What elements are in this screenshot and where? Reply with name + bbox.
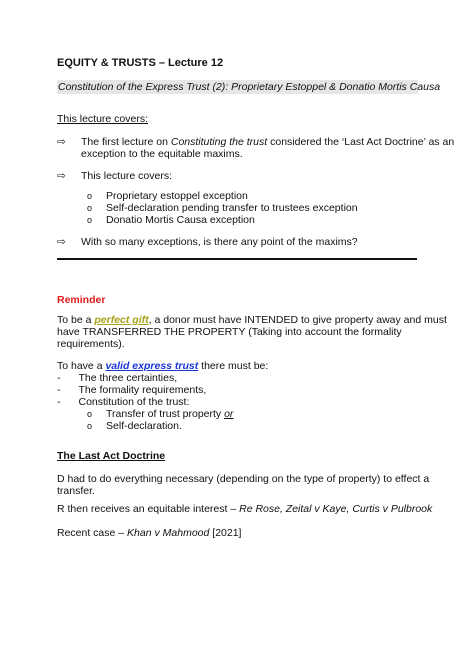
dash-icon: - — [57, 384, 61, 396]
gift-para-line-3: requirements). — [57, 338, 125, 350]
covers-heading: This lecture covers: — [57, 113, 149, 125]
requirement-1: - The three certainties, — [57, 372, 178, 384]
bullet-icon: o — [87, 215, 93, 225]
doc-title: EQUITY & TRUSTS – Lecture 12 — [57, 57, 224, 69]
section-divider — [57, 258, 417, 260]
lad-line-1: D had to do everything necessary (depending on the type of property) to effect a — [57, 473, 430, 485]
point-3: ⇨ With so many exceptions, is there any point of the maxims? — [57, 236, 358, 248]
requirement-3a: o Transfer of trust property or — [87, 408, 234, 420]
bullet-icon: o — [87, 191, 93, 201]
point-2: ⇨ This lecture covers: — [57, 170, 173, 182]
sub-item-2: o Self-declaration pending transfer to trustees exception — [87, 202, 358, 214]
perfect-gift-term: perfect gift — [94, 314, 149, 326]
requirement-3b: o Self-declaration. — [87, 420, 182, 432]
point-1: ⇨ The first lecture on Constituting the trust considered the ‘Last Act Doctrine’ as an — [57, 136, 455, 148]
sub-item-1: o Proprietary estoppel exception — [87, 190, 248, 202]
dash-icon: - — [57, 396, 61, 408]
lad-line-2: transfer. — [57, 485, 95, 497]
arrow-icon: ⇨ — [57, 170, 66, 182]
bullet-icon: o — [87, 421, 93, 431]
requirement-2: - The formality requirements, — [57, 384, 207, 396]
lad-heading: The Last Act Doctrine — [57, 450, 166, 462]
sub-item-3: o Donatio Mortis Causa exception — [87, 214, 255, 226]
gift-para-line-1: To be a perfect gift, a donor must have INTENDED to give property away and must — [57, 314, 447, 326]
dash-icon: - — [57, 372, 61, 384]
arrow-icon: ⇨ — [57, 136, 66, 148]
gift-para-line-2: have TRANSFERRED THE PROPERTY (Taking into account the formality — [57, 326, 402, 338]
valid-express-trust-term: valid express trust — [105, 360, 199, 372]
case-name: Khan v Mahmood — [127, 527, 210, 539]
bullet-icon: o — [87, 409, 93, 419]
doc-subtitle: Constitution of the Express Trust (2): Proprietary Estoppel & Donatio Mortis Causa — [58, 81, 441, 93]
requirement-3: - Constitution of the trust: — [57, 396, 190, 408]
reminder-heading: Reminder — [57, 294, 106, 306]
case-list: Re Rose, Zeital v Kaye, Curtis v Pulbrook — [239, 503, 433, 515]
trust-para: To have a valid express trust there must be: — [57, 360, 269, 372]
equitable-interest-line: R then receives an equitable interest – Re Rose, Zeital v Kaye, Curtis v Pulbrook — [57, 503, 433, 515]
arrow-icon: ⇨ — [57, 236, 66, 248]
recent-case-line: Recent case – Khan v Mahmood [2021] — [57, 527, 242, 539]
point-1-cont: exception to the equitable maxims. — [81, 148, 243, 160]
bullet-icon: o — [87, 203, 93, 213]
